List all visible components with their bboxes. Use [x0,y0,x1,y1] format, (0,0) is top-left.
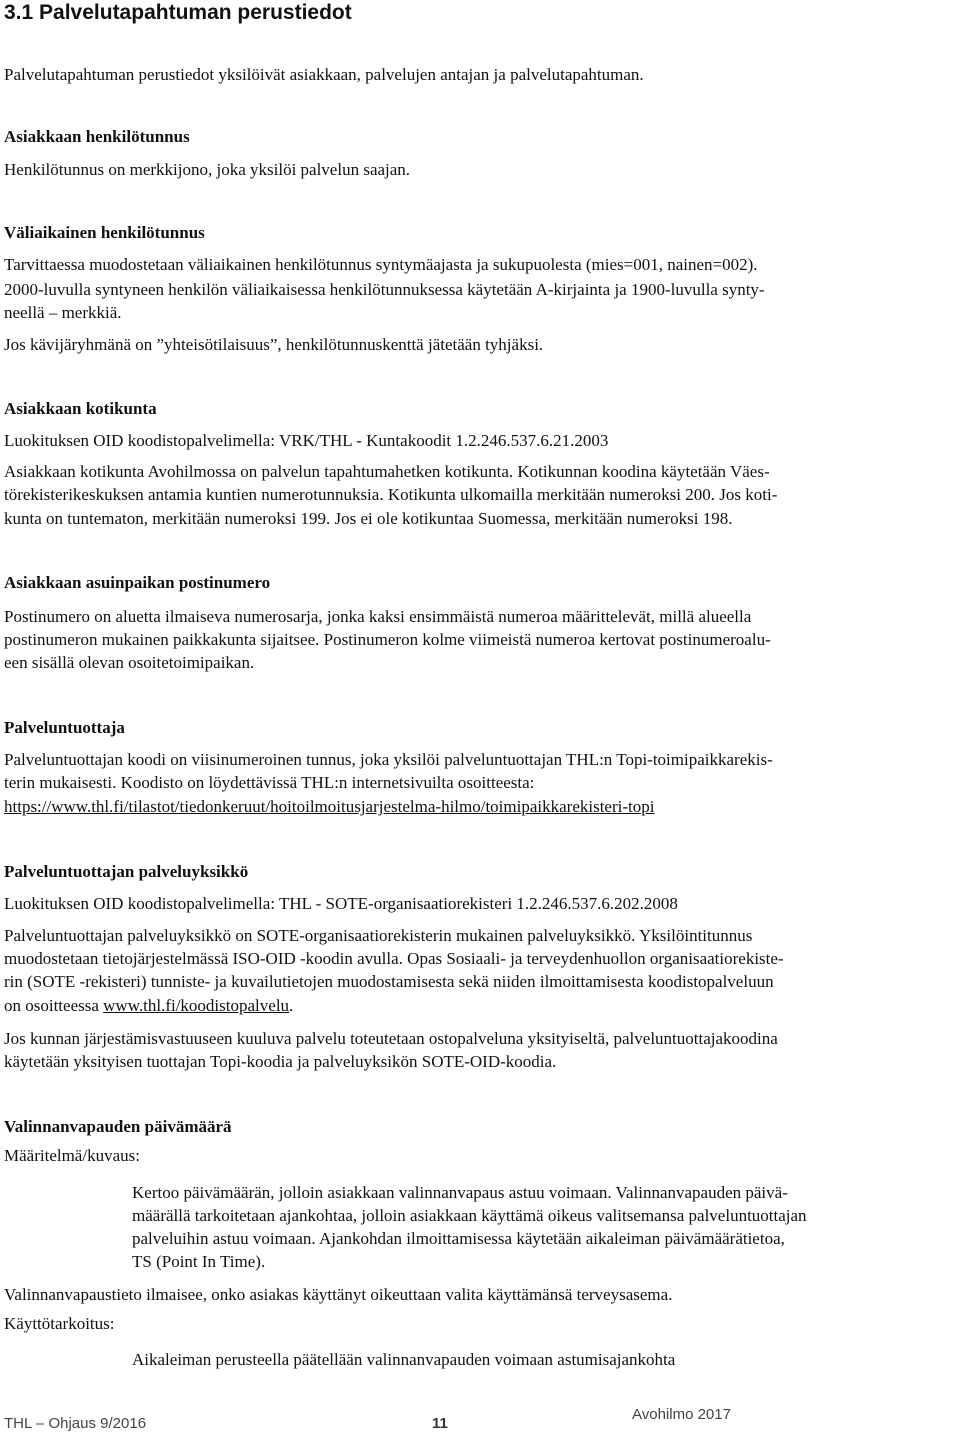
intro-text: Palvelutapahtuman perustiedot yksilöivät asiakkaan, palvelujen antajan ja palvelutapahtuman. [4,65,644,84]
palveluntuottaja-line: Palveluntuottajan koodi on viisinumeroinen tunnus, joka yksilöi palveluntuottajan THL:n Topi-toimipaikkarekis- [4,750,773,769]
valiaikainen-line: neellä – merkkiä. [4,303,122,322]
palveluyksikko-heading: Palveluntuottajan palveluyksikkö [4,862,249,881]
footer-document-name: Avohilmo 2017 [632,1406,731,1423]
henkilotunnus-text: Henkilötunnus on merkkijono, joka yksilöi palvelun saajan. [4,160,411,179]
usage-text: Aikaleiman perusteella päätellään valinnanvapauden voimaan astumisajankohta [132,1350,676,1369]
palveluyksikko-line: rin (SOTE -rekisteri) tunniste- ja kuvailutietojen muodostamisesta sekä niiden ilmoittamisesta koodistopalveluun [4,972,774,991]
palveluyksikko-last-line [4,994,293,1017]
koodistopalvelu-link[interactable]: www.thl.fi/koodistopalvelu [103,996,290,1015]
usage-label: Käyttötarkoitus: [4,1314,115,1333]
palveluntuottaja-heading: Palveluntuottaja [4,718,125,737]
palveluyksikko-oid: Luokituksen OID koodistopalvelimella: THL - SOTE-organisaatiorekisteri 1.2.246.537.6.202.2008 [4,894,678,913]
postinumero-line: postinumeron mukainen paikkakunta sijaitsee. Postinumeron kolme viimeistä numeroa kertovat postinumeroalu- [4,630,771,649]
kotikunta-oid: Luokituksen OID koodistopalvelimella: VRK/THL - Kuntakoodit 1.2.246.537.6.21.2003 [4,431,609,450]
valiaikainen-line: Tarvittaessa muodostetaan väliaikainen henkilötunnus syntymäajasta ja sukupuolesta (mies=001, nainen=002). [4,255,758,274]
kotikunta-line: kunta on tuntematon, merkitään numeroksi 199. Jos ei ole kotikuntaa Suomessa, merkitään numeroksi 198. [4,509,733,528]
valiaikainen-line: 2000-luvulla syntyneen henkilön väliaikaisessa henkilötunnuksessa käytetään A-kirjainta ja 1900-luvulla synty- [4,280,765,299]
palveluyksikko-last-suffix: . [289,996,294,1015]
palveluyksikko-extra-line: Jos kunnan järjestämisvastuuseen kuuluva palvelu toteutetaan ostopalveluna yksityiseltä, palveluntuottajakoodina [4,1029,778,1048]
definition-line: TS (Point In Time). [132,1252,266,1271]
postinumero-heading: Asiakkaan asuinpaikan postinumero [4,573,271,592]
palveluyksikko-line: Palveluntuottajan palveluyksikkö on SOTE-organisaatiorekisterin mukainen palveluyksikkö. Yksilöintitunnus [4,926,753,945]
valiaikainen-heading: Väliaikainen henkilötunnus [4,223,205,242]
palveluyksikko-extra-line: käytetään yksityisen tuottajan Topi-koodia ja palveluyksikön SOTE-OID-koodia. [4,1052,557,1071]
kotikunta-heading: Asiakkaan kotikunta [4,399,157,418]
valinnanvapaus-info: Valinnanvapaustieto ilmaisee, onko asiakas käyttänyt oikeuttaan valita käyttämänsä terveysasema. [4,1285,673,1304]
valinnanvapaus-heading: Valinnanvapauden päivämäärä [4,1117,232,1136]
valiaikainen-note: Jos kävijäryhmänä on ”yhteisötilaisuus”, henkilötunnuskenttä jätetään tyhjäksi. [4,335,544,354]
footer-page-number: 11 [432,1415,448,1432]
henkilotunnus-heading: Asiakkaan henkilötunnus [4,127,190,146]
definition-line: Kertoo päivämäärän, jolloin asiakkaan valinnanvapaus astuu voimaan. Valinnanvapauden päivä- [132,1183,788,1202]
palveluyksikko-last-prefix: on osoitteessa [4,996,104,1015]
topi-registry-link[interactable]: https://www.thl.fi/tilastot/tiedonkeruut/hoitoilmoitusjarjestelma-hilmo/toimipaikkarekisteri-topi [4,797,655,816]
definition-line: palveluihin astuu voimaan. Ajankohdan ilmoittamisessa käytetään aikaleiman päivämäärätietoa, [132,1229,785,1248]
footer-publication: THL – Ohjaus 9/2016 [4,1415,147,1432]
kotikunta-line: Asiakkaan kotikunta Avohilmossa on palvelun tapahtumahetken kotikunta. Kotikunnan koodina käytetään Väes- [4,462,770,481]
definition-label: Määritelmä/kuvaus: [4,1146,140,1165]
palveluyksikko-line: muodostetaan tietojärjestelmässä ISO-OID -koodin avulla. Opas Sosiaali- ja terveydenhuollon organisaatiorekiste- [4,949,784,968]
postinumero-line: Postinumero on aluetta ilmaiseva numerosarja, jonka kaksi ensimmäistä numeroa määrittelevät, millä alueella [4,607,752,626]
definition-line: määrällä tarkoitetaan ajankohtaa, jolloin asiakkaan käyttämä oikeus valitsemansa palveluntuottajan [132,1206,807,1225]
palveluntuottaja-line: terin mukaisesti. Koodisto on löydettävissä THL:n internetsivuilta osoitteesta: [4,773,535,792]
postinumero-line: een sisällä olevan osoitetoimipaikan. [4,653,255,672]
section-title: 3.1 Palvelutapahtuman perustiedot [4,1,352,24]
kotikunta-line: törekisterikeskuksen antamia kuntien numerotunnuksia. Kotikunta ulkomailla merkitään numeroksi 200. Jos koti- [4,485,778,504]
